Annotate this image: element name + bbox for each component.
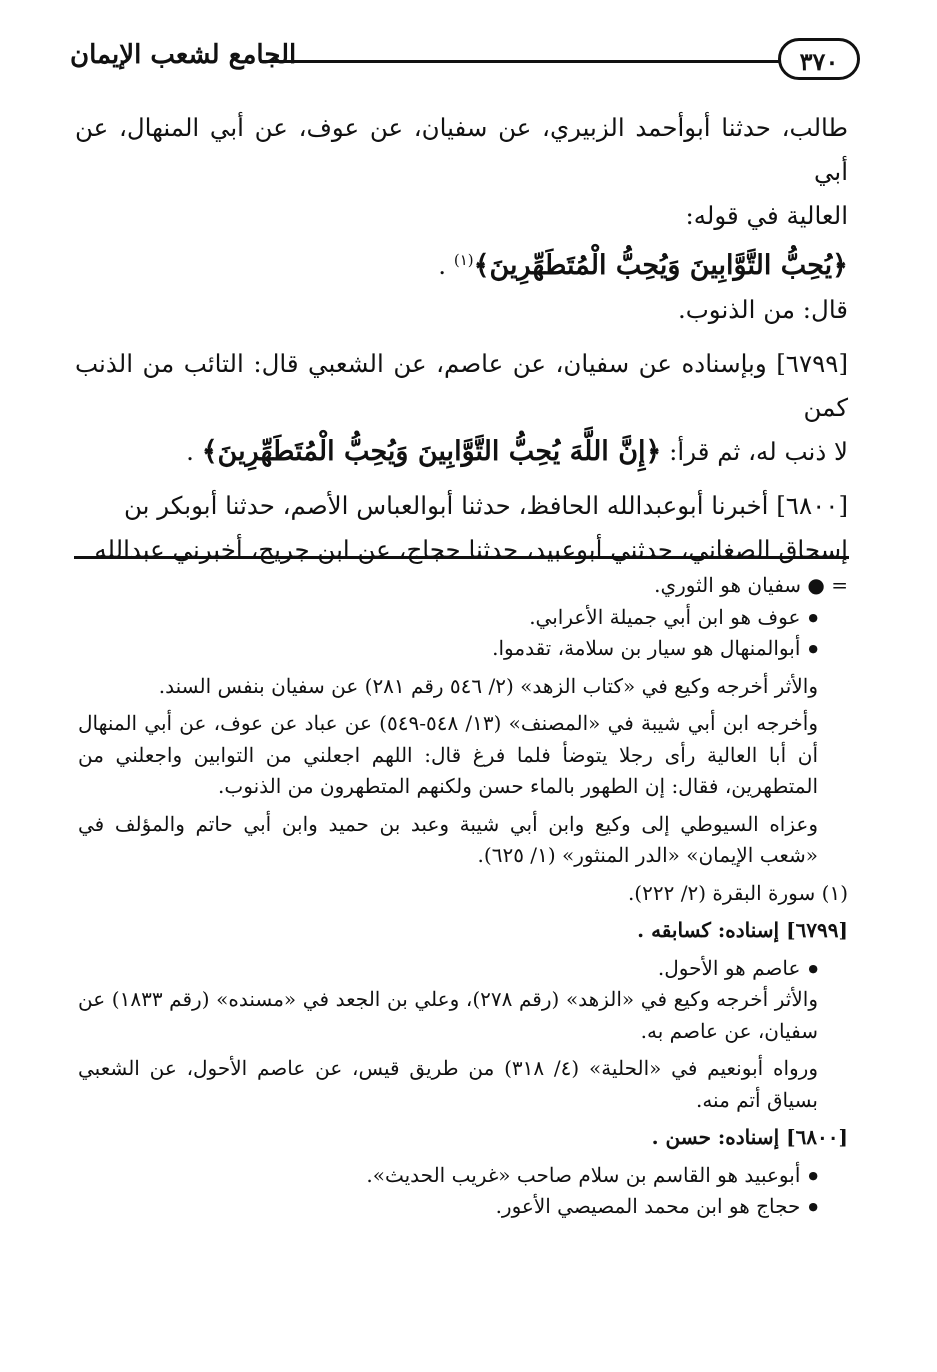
hadith-6799 [75, 342, 848, 430]
hadith-number: [٦٧٩٩] [786, 918, 848, 942]
book-title: الجامع لشعب الإيمان [70, 40, 297, 70]
note-line: = ● سفيان هو الثوري. [654, 573, 848, 597]
isnad-label: إسناده: كسابقه [651, 918, 780, 942]
footnote-separator [74, 556, 849, 559]
period: . [186, 437, 194, 467]
isnad-6800 [78, 1122, 848, 1154]
hadith-text: أخبرنا أبوعبدالله الحافظ، حدثنا أبوالعباس الأصم، حدثنا أبوبكر بن [123, 491, 769, 521]
qala-line: قال: من الذنوب. [677, 295, 848, 325]
note-paragraph: والأثر أخرجه وكيع في «كتاب الزهد» (٢/ ٥٤٦ رقم ٢٨١) عن سفيان بنفس السند. [158, 673, 818, 698]
hadith-text: وبإسناده عن سفيان، عن عاصم، عن الشعبي قال: التائب من الذنب كمن [75, 349, 848, 423]
note-bullet: ● عاصم هو الأحول. [78, 953, 818, 985]
note-paragraph: وعزاه السيوطي إلى وكيع وابن أبي شيبة وعبد بن حميد وابن أبي حاتم والمؤلف في «شعب الإيمان» «الدر المنثور» (١/ ٦٢٥). [78, 811, 818, 867]
header-rule [260, 60, 780, 63]
period: . [637, 918, 645, 942]
isnad-label: إسناده: حسن [665, 1125, 780, 1149]
isnad-6799 [78, 915, 848, 947]
note-paragraph: والأثر أخرجه وكيع في «الزهد» (رقم ٢٧٨)، وعلي بن الجعد في «مسنده» (رقم ١٨٣٣) عن سفيان، عن عاصم به. [78, 987, 818, 1043]
footnote-ref: (١) [453, 251, 474, 269]
quran-verse: ﴿إِنَّ اللَّهَ يُحِبُّ التَّوَّابِينَ وَيُحِبُّ الْمُتَطَهِّرِينَ﴾ [201, 436, 662, 468]
note-paragraph: ورواه أبونعيم في «الحلية» (٤/ ٣١٨) من طريق قيس، عن عاصم الأحول، عن الشعبي بسياق أتم منه. [78, 1056, 818, 1112]
quran-verse: ﴿يُحِبُّ التَّوَّابِينَ وَيُحِبُّ الْمُتَطَهِّرِينَ﴾ [473, 250, 848, 282]
hadith-6799-line2 [75, 430, 848, 474]
verse-line [75, 238, 848, 288]
hadith-text: لا ذنب له، ثم قرأ: [669, 437, 848, 467]
period: . [651, 1125, 659, 1149]
note-bullet: ● عوف هو ابن أبي جميلة الأعرابي. [78, 602, 818, 634]
hadith-6800 [75, 484, 848, 528]
footnotes [78, 570, 848, 1223]
page-header [70, 34, 860, 90]
hadith-number: [٦٧٩٩] [776, 349, 848, 379]
hadith-number: [٦٨٠٠] [786, 1125, 848, 1149]
note-bullet: ● حجاج هو ابن محمد المصيصي الأعور. [78, 1191, 818, 1223]
note-bullet: ● أبوالمنهال هو سيار بن سلامة، تقدموا. [78, 633, 818, 665]
note-bullet: ● أبوعبيد هو القاسم بن سلام صاحب «غريب الحديث». [78, 1160, 818, 1192]
note-paragraph: وأخرجه ابن أبي شيبة في «المصنف» (١٣/ ٥٤٨-٥٤٩) عن عباد عن عوف، عن أبي المنهال أن أبا العالية رأى رجلا يتوضأ فلما فرغ قال: اللهم اجعلني من التوابين واجعلني من المتطهرين، فقال: إن الطهور بالماء حسن ولكنهم المتطهرون من الذنوب. [78, 711, 818, 798]
hadith-6800-line2: إسحاق الصغاني، حدثني أبوعبيد، حدثنا حجاج، عن ابن جريج، أخبرني عبدالله [94, 535, 848, 565]
main-line: طالب، حدثنا أبوأحمد الزبيري، عن سفيان، عن عوف، عن أبي المنهال، عن أبي [75, 113, 848, 186]
main-line: العالية في قوله: [685, 201, 848, 230]
period: . [438, 251, 447, 281]
hadith-number: [٦٨٠٠] [776, 491, 848, 521]
page-number: ٣٧٠ [778, 38, 860, 80]
main-text [75, 106, 848, 572]
footnote-1: (١) سورة البقرة (٢/ ٢٢٢). [627, 880, 848, 905]
